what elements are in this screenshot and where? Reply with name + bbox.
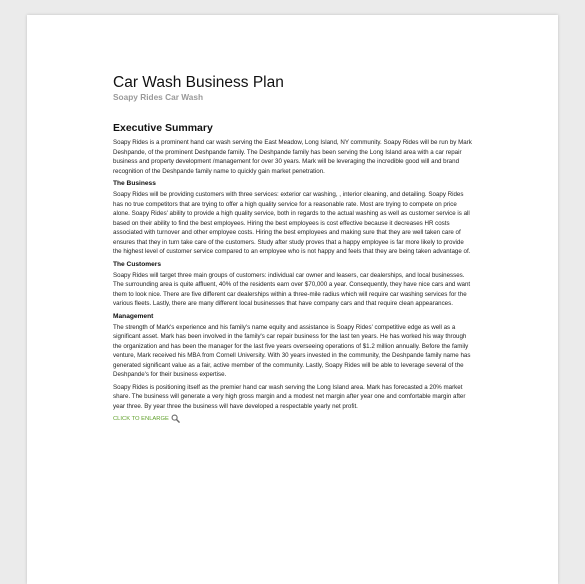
customers-paragraph: Soapy Rides will target three main groups of customers: individual car owner and leasers, car dealerships, and local businesses. The surrounding area is quite affluent, 40% of the residents earn over $70,000 a year. Consequently, they have nice cars and want them to look nice. There are five different car dealerships within a three-mile radius which will require car washing services for the various fleets. Lastly, there are many different local businesses that have company cars and that require clean appearances. [113,271,471,307]
heading-management: Management [113,312,154,320]
click-to-enlarge-label: CLICK TO ENLARGE [113,415,169,422]
magnifier-icon [171,414,180,423]
document-title: Car Wash Business Plan [113,74,284,91]
click-to-enlarge-link[interactable] [113,414,473,423]
document-subtitle: Soapy Rides Car Wash [113,92,204,102]
management-paragraph-2: Soapy Rides is positioning itself as the premier hand car wash serving the Long Island area. Mark has forecasted a 20% market share. The business will generate a very high gross margin and a modest net margin after year one and comfortable margin after year three. By year three the business will have developed a respectable yearly net profit. [113,383,466,410]
intro-paragraph: Soapy Rides is a prominent hand car wash serving the East Meadow, Long Island, NY community. Soapy Rides will be run by Mark Deshpande, of the prominent Deshpande family. The Deshpande family has been serving the Long Island area with a car repair business and property development /management for over 30 years. Mark will be leveraging the incredible good will and brand recognition of the Deshpande family name to quickly gain market penetration. [113,139,472,175]
document-page [27,15,558,584]
management-paragraph-1: The strength of Mark's experience and his family's name equity and assistance is Soapy Rides' competitive edge as well as a significant asset. Mark has been involved in the family's car repair business for the last ten years. He has worked his way through the organization and has been the manager for the last five years overseeing operations of $1.2 million annually. Before the family venture, Mark received his MBA from Cornell University. With 30 years invested in the community, the Deshpande family name has generated significant value as a fair, active member of the community. Lastly, Soapy Rides will be able to leverage several of the Deshpande's for their business expertise. [113,323,471,378]
heading-the-business: The Business [113,180,156,187]
heading-the-customers: The Customers [113,260,161,268]
business-paragraph: Soapy Rides will be providing customers with three services: exterior car washing, , interior cleaning, and detailing. Soapy Rides has no true competitors that are trying to offer a high quality service for a reasonable rate. Most are trying to compete on price alone. Soapy Rides' ability to provide a high quality service, both in regards to the actual washing as well as customer service is all based on their ability to find the best employees. Hiring the best employees is cost effective because it decreases HR costs associated with turnover and other employee costs. Hiring the best employees and making sure that they are well taken care of ensures that they in turn take care of the customers. Study after study proves that a happy employee is far more likely to provide the highest level of customer service compared to an employee who is not happy and feels that they are being taken advantage of. [113,191,471,255]
document-content [113,74,473,423]
section-heading-executive-summary: Executive Summary [113,122,213,134]
